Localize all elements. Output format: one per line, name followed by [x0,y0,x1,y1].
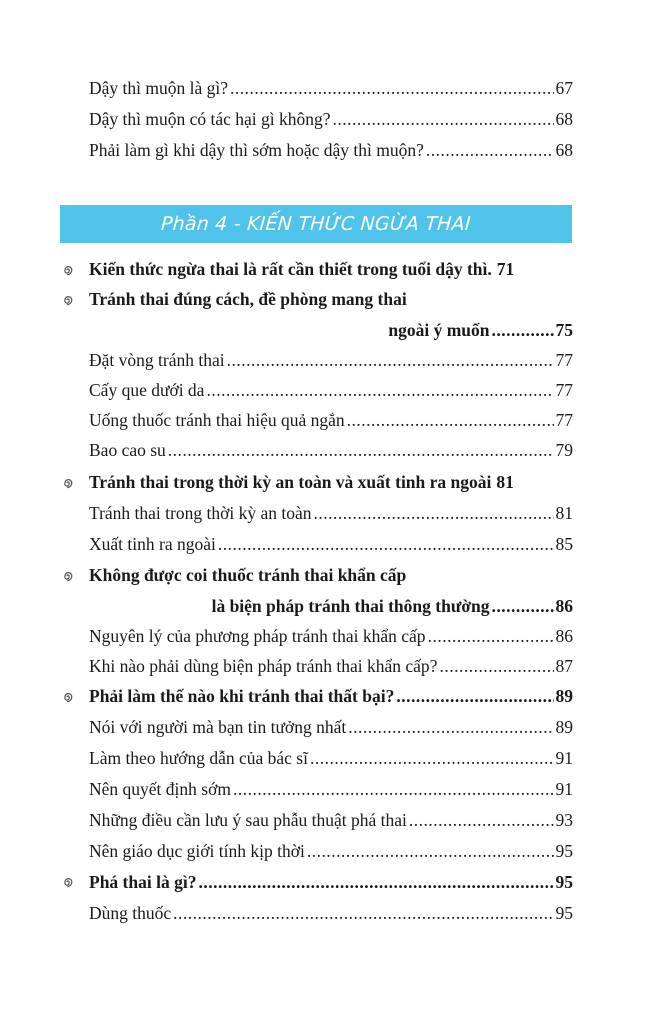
toc-entry [89,348,573,372]
toc-entry-title: Nên quyết định sớm [89,779,231,799]
toc-entry-title: Làm theo hướng dẫn của bác sĩ [89,748,308,768]
toc-entry-page: 77 [555,350,573,370]
toc-main-entry [89,870,573,894]
leader-dots [313,501,553,525]
toc-entry-page: 77 [555,380,573,400]
toc-entry [89,532,573,556]
toc-entry-page: 95 [555,841,573,861]
toc-entry-page: 68 [555,109,573,129]
toc-entry-page: 77 [555,410,573,430]
leader-dots [168,438,554,462]
toc-entry [89,654,573,678]
leader-dots [426,138,554,162]
toc-entry-title: Đặt vòng tránh thai [89,350,225,370]
toc-entry-title: Nguyên lý của phương pháp tránh thai khẩn cấp [89,626,426,646]
toc-entry-page: 91 [555,779,573,799]
toc-entry-page: 67 [555,78,573,98]
leader-dots [348,715,553,739]
leader-dots [227,348,554,372]
toc-entry [89,901,573,925]
leader-dots [492,594,554,618]
leader-dots [198,870,553,894]
toc-entry-title: Cấy que dưới da [89,380,205,400]
toc-entry-page: 79 [555,440,573,460]
section-banner [60,205,572,243]
toc-entry [89,624,573,648]
toc-main-entry-cont [89,594,573,618]
toc-entry [89,715,573,739]
toc-entry [89,107,573,131]
toc-main-entry [89,563,573,587]
spiral-icon [60,292,76,308]
toc-entry-title: Phải làm thế nào khi tránh thai thất bại? [89,686,395,706]
toc-entry [89,501,573,525]
leader-dots [333,107,554,131]
spiral-icon [60,475,76,491]
leader-dots [396,684,553,708]
leader-dots [428,624,554,648]
leader-dots [230,76,553,100]
toc-entry-title: Không được coi thuốc tránh thai khẩn cấp [89,565,407,585]
toc-entry-title: Nói với người mà bạn tin tưởng nhất [89,717,347,737]
leader-dots [439,654,553,678]
spiral-icon [60,262,76,278]
spiral-icon [60,874,76,890]
toc-entry-title: Bao cao su [89,440,166,460]
spiral-icon [60,568,76,584]
toc-entry [89,839,573,863]
toc-entry [89,378,573,402]
toc-entry-page: 81 [555,503,573,523]
toc-entry-page: 85 [555,534,573,554]
leader-dots [310,746,554,770]
toc-entry-page: 81 [496,472,514,492]
toc-entry-title: Những điều cần lưu ý sau phẫu thuật phá thai [89,810,407,830]
toc-entry-title: Dậy thì muộn là gì? [89,78,229,98]
toc-entry-page: 89 [555,717,573,737]
toc-entry [89,777,573,801]
toc-entry-title: là biện pháp tránh thai thông thường [211,596,490,616]
leader-dots [307,839,554,863]
toc-entry [89,438,573,462]
leader-dots [206,378,553,402]
spiral-icon [60,689,76,705]
toc-entry-title: Tránh thai trong thời kỳ an toàn và xuất tinh ra ngoài [89,472,492,492]
toc-entry-title: Dậy thì muộn có tác hại gì không? [89,109,331,129]
toc-entry-page: 71 [496,259,515,279]
toc-main-entry [89,470,573,494]
toc-entry-page: 91 [555,748,573,768]
toc-entry-title: Phá thai là gì? [89,872,197,892]
toc-entry-page: 86 [555,596,573,616]
toc-entry [89,138,573,162]
leader-dots [233,777,554,801]
toc-main-entry [89,287,573,311]
leader-dots [218,532,554,556]
toc-entry-title: ngoài ý muốn [388,320,490,340]
toc-entry-page: 93 [555,810,573,830]
toc-entry-page: 95 [555,872,573,892]
toc-entry-title: Nên giáo dục giới tính kịp thời [89,841,305,861]
toc-entry [89,76,573,100]
toc-entry-page: 86 [555,626,573,646]
toc-main-entry [89,257,573,281]
toc-entry-page: 75 [555,320,573,340]
section-title: Phần 4 - KIẾN THỨC NGỪA THAI [160,213,472,235]
toc-main-entry-cont [89,318,573,342]
leader-dots [347,408,554,432]
toc-entry-page: 68 [555,140,573,160]
toc-entry [89,746,573,770]
toc-entry [89,408,573,432]
toc-entry-title: Kiến thức ngừa thai là rất cần thiết trong tuổi dậy thì. [89,259,492,279]
toc-entry-title: Tránh thai đúng cách, đề phòng mang thai [89,289,407,309]
toc-entry-title: Khi nào phải dùng biện pháp tránh thai khẩn cấp? [89,656,438,676]
toc-entry-title: Uống thuốc tránh thai hiệu quả ngắn [89,410,345,430]
leader-dots [409,808,554,832]
toc-entry-title: Dùng thuốc [89,903,172,923]
leader-dots [173,901,553,925]
toc-entry-title: Phải làm gì khi dậy thì sớm hoặc dậy thì muộn? [89,140,424,160]
toc-entry-title: Xuất tinh ra ngoài [89,534,216,554]
toc-entry-page: 95 [555,903,573,923]
toc-main-entry [89,684,573,708]
toc-entry-page: 87 [555,656,573,676]
toc-entry-title: Tránh thai trong thời kỳ an toàn [89,503,312,523]
leader-dots [492,318,554,342]
toc-entry-page: 89 [555,686,573,706]
toc-entry [89,808,573,832]
